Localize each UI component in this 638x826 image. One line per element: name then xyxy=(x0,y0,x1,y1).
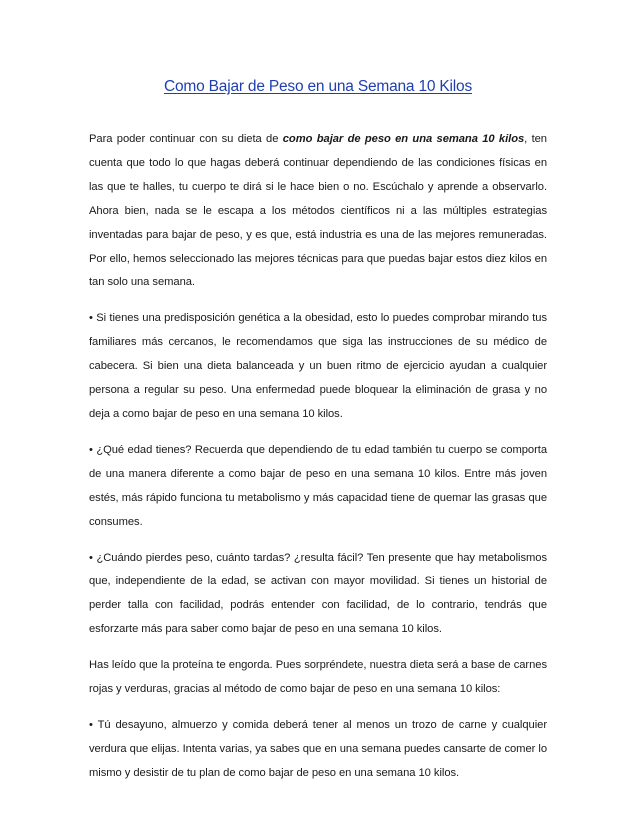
document-title xyxy=(89,78,547,96)
paragraph-protein: Has leído que la proteína te engorda. Pues sorpréndete, nuestra dieta será a base de carnes rojas y verduras, gracias al método de como bajar de peso en una semana 10 kilos: xyxy=(89,659,547,696)
paragraph-metabolism: • ¿Cuándo pierdes peso, cuánto tardas? ¿resulta fácil? Ten presente que hay metabolismos que, independiente de la edad, se activan con mayor movilidad. Si tienes un historial de perder talla con facilidad, podrás entender con facilidad, de lo contrario, tendrás que esforzarte más para saber como bajar de peso en una semana 10 kilos. xyxy=(89,551,547,636)
paragraph-intro-after: , ten cuenta que todo lo que hagas deberá continuar dependiendo de las condiciones físicas en las que te halles, tu cuerpo te dirá si le hace bien o no. Escúchalo y aprende a observarlo. Ahora bien, nada se le escapa a los métodos científicos ni a las múltiples estrategias inventadas para bajar de peso, y es que, está industria es una de las mejores remuneradas. Por ello, hemos seleccionado las mejores técnicas para que puedas bajar estos diez kilos en tan solo una semana. xyxy=(89,133,547,289)
paragraph-intro-before: Para poder continuar con su dieta de xyxy=(89,133,283,145)
paragraph-age: • ¿Qué edad tienes? Recuerda que dependiendo de tu edad también tu cuerpo se comporta de una manera diferente a como bajar de peso en una semana 10 kilos. Entre más joven estés, más rápido funciona tu metabolismo y más capacidad tiene de quemar las grasas que consumes. xyxy=(89,443,547,528)
paragraph-intro-emphasis: como bajar de peso en una semana 10 kilos xyxy=(282,133,525,145)
document-body xyxy=(89,128,547,798)
paragraph-genetics: • Si tienes una predisposición genética a la obesidad, esto lo puedes comprobar mirando tus familiares más cercanos, le recomendamos que siga las instrucciones de su médico de cabecera. Si bien una dieta balanceada y un buen ritmo de ejercicio ayudan a cualquier persona a regular su peso. Una enfermedad puede bloquear la eliminación de grasa y no deja a como bajar de peso en una semana 10 kilos. xyxy=(89,312,547,420)
paragraph-intro xyxy=(89,128,547,295)
paragraph-meals: • Tú desayuno, almuerzo y comida deberá tener al menos un trozo de carne y cualquier verdura que elijas. Intenta varias, ya sabes que en una semana puedes cansarte de comer lo mismo y desistir de tu plan de como bajar de peso en una semana 10 kilos. xyxy=(89,718,547,779)
title-link[interactable]: Como Bajar de Peso en una Semana 10 Kilos xyxy=(163,78,473,95)
